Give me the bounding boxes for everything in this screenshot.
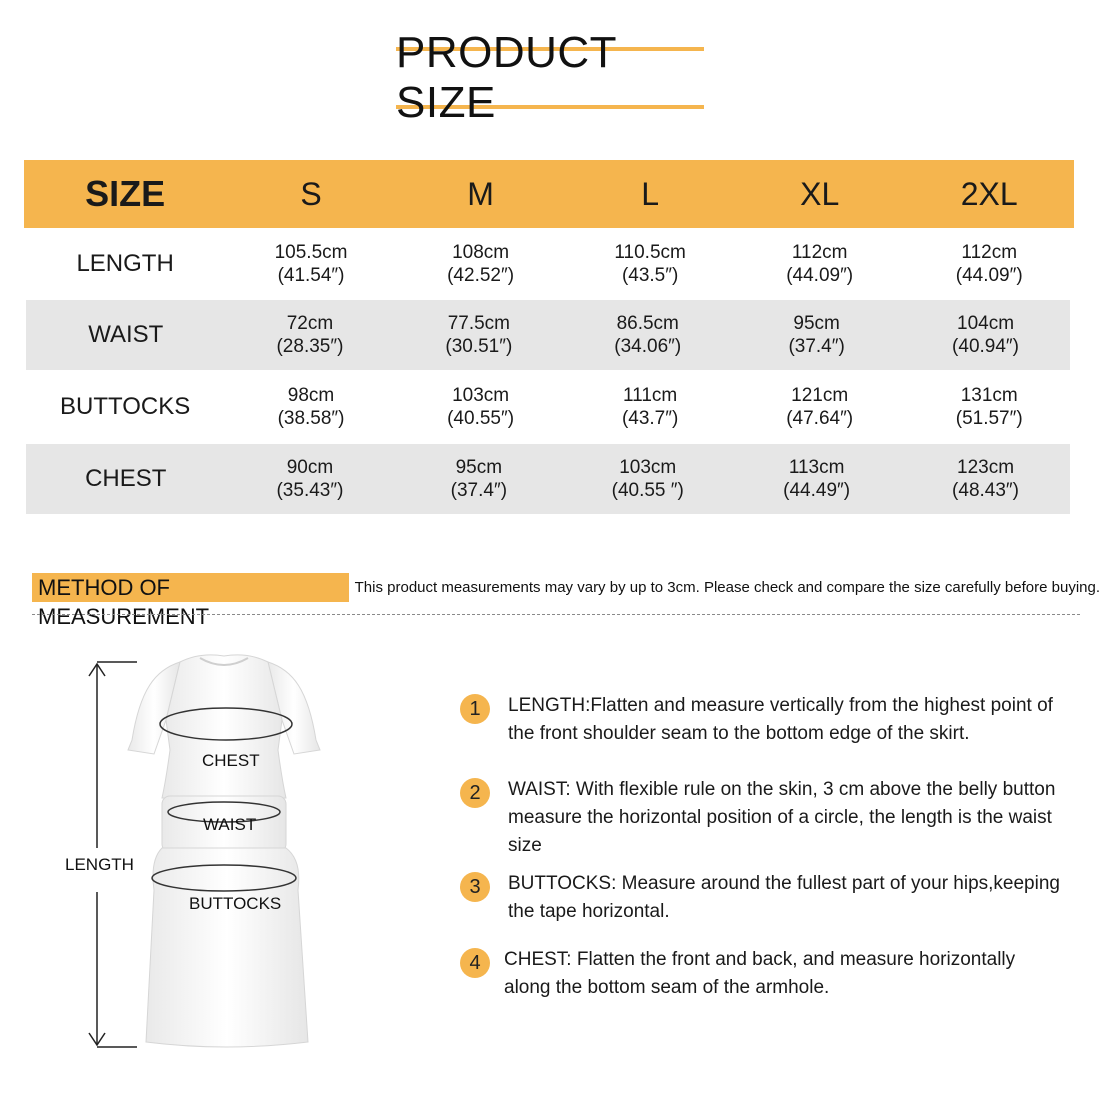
table-cell: 104cm (40.94″) [952,313,1019,357]
table-cell: 112cm (44.09″) [786,242,854,286]
header-size-label: SIZE [85,173,166,214]
step-text: BUTTOCKS: Measure around the fullest part of your hips,keeping the tape horizontal. [508,873,1060,922]
header-size-2xl: 2XL [960,175,1018,212]
table-cell: 105.5cm (41.54″) [274,242,348,286]
figure-buttocks-label: BUTTOCKS [189,894,282,913]
table-cell: 121cm (47.64″) [786,385,854,429]
table-cell: 110.5cm (43.5″) [614,242,686,286]
method-heading: METHOD OF MEASUREMENT [32,573,349,602]
size-table [24,160,1074,514]
dress-measurement-figure [50,650,350,1070]
table-cell: 90cm (35.43″) [276,457,344,501]
row-label: WAIST [88,321,164,348]
row-label: CHEST [85,465,167,492]
dashed-divider [32,614,1080,615]
step-chest [460,946,1080,1002]
step-number-badge: 2 [460,778,490,808]
header-size-s: S [300,175,322,212]
table-cell: 111cm (43.7″) [621,385,679,429]
figure-waist-label: WAIST [203,815,257,834]
table-cell: 103cm (40.55″) [447,385,515,429]
table-cell: 131cm (51.57″) [955,385,1023,429]
page-title: PRODUCT SIZE [396,28,617,127]
table-cell: 103cm (40.55 ″) [611,457,684,501]
table-cell: 98cm (38.58″) [277,385,345,429]
method-of-measurement [32,573,1100,629]
step-waist [460,776,1080,860]
step-text: WAIST: With flexible rule on the skin, 3 cm above the belly button measure the horizontal position of a circle, the length is the waist size [508,779,1056,856]
figure-chest-label: CHEST [202,751,260,770]
table-cell: 77.5cm (30.51″) [445,313,513,357]
method-note: This product measurements may vary by up to 3cm. Please check and compare the size carefully before buying. [354,579,1100,596]
row-label: BUTTOCKS [60,393,191,420]
step-text: CHEST: Flatten the front and back, and measure horizontally along the bottom seam of the armhole. [504,949,1016,998]
table-cell: 86.5cm (34.06″) [614,313,682,357]
table-header [24,160,1074,228]
table-cell: 95cm (37.4″) [788,313,845,357]
figure-length-label: LENGTH [65,855,134,874]
table-cell: 72cm (28.35″) [276,313,344,357]
table-row-chest [26,444,1070,514]
table-row-waist [26,300,1070,370]
table-cell: 123cm (48.43″) [952,457,1019,501]
step-length [460,692,1080,748]
step-text: LENGTH:Flatten and measure vertically from the highest point of the front shoulder seam to the bottom edge of the skirt. [508,695,1053,744]
header-size-xl: XL [800,175,840,212]
table-cell: 95cm (37.4″) [450,457,508,501]
step-number-badge: 4 [460,948,490,978]
table-row-length [24,228,1074,300]
page-title-banner [396,28,704,127]
step-number-badge: 3 [460,872,490,902]
row-label: LENGTH [76,250,174,277]
step-buttocks [460,870,1080,926]
header-size-l: L [641,175,660,212]
table-cell: 108cm (42.52″) [447,242,515,286]
table-cell: 113cm (44.49″) [783,457,851,501]
step-number-badge: 1 [460,694,490,724]
table-row-buttocks [24,370,1074,444]
table-cell: 112cm (44.09″) [955,242,1023,286]
header-size-m: M [467,175,494,212]
